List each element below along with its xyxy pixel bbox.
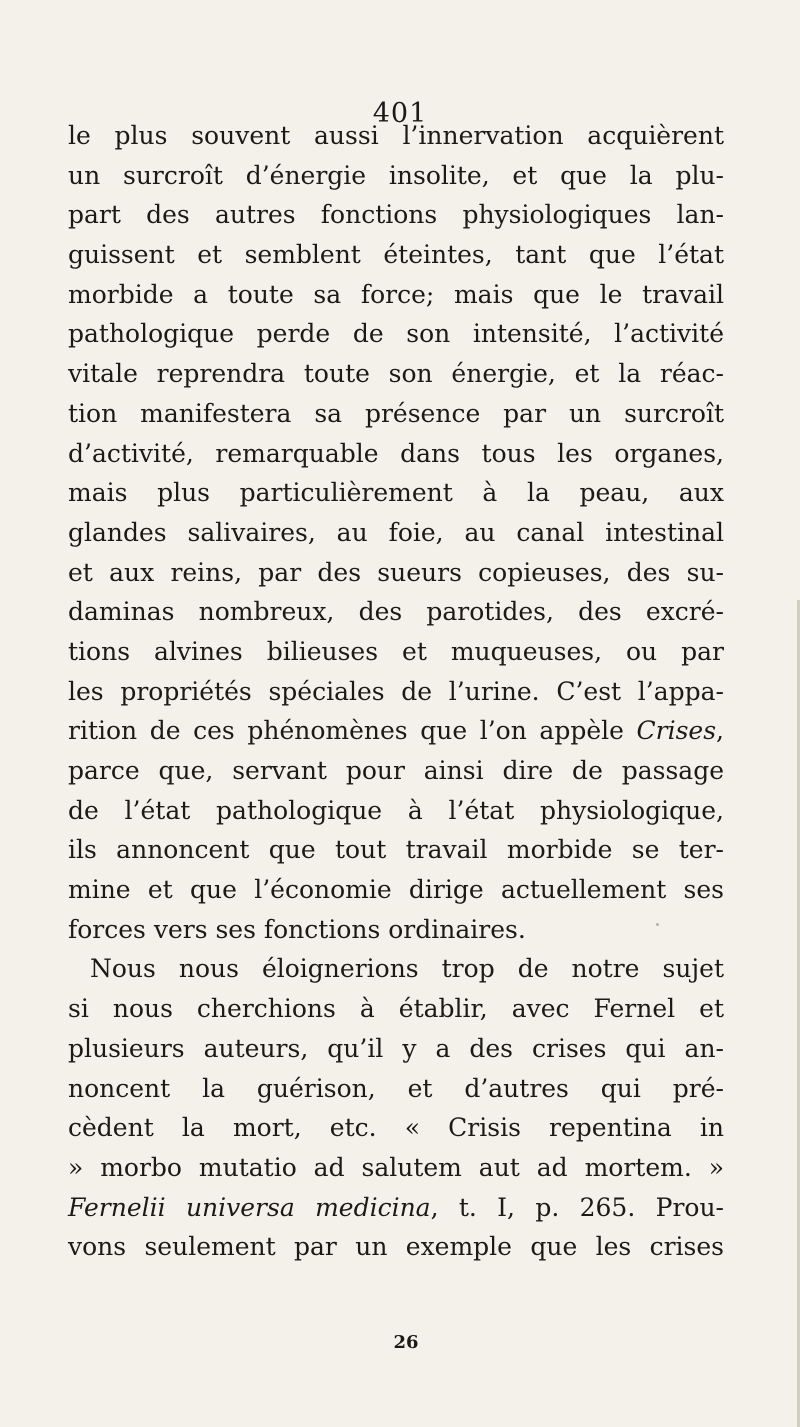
- text-line-segment: daminas nombreux, des parotides, des excré-: [68, 597, 724, 627]
- text-line-segment: cèdent la mort, etc. « Crisis repentina in: [68, 1113, 724, 1143]
- text-line-segment: si nous cherchions à établir, avec Fernel et: [68, 994, 724, 1024]
- text-line-segment: un surcroît d’énergie insolite, et que la plu-: [68, 160, 724, 190]
- text-line: [68, 751, 724, 791]
- text-line-segment: mine et que l’économie dirige actuellement ses: [68, 875, 724, 905]
- text-line: [68, 394, 724, 434]
- page-number: 401: [372, 98, 428, 129]
- text-line-segment: noncent la guérison, et d’autres qui pré-: [68, 1073, 724, 1103]
- text-line-segment: forces vers ses fonctions ordinaires.: [68, 914, 526, 944]
- text-line-segment: glandes salivaires, au foie, au canal intestinal: [68, 517, 724, 547]
- text-line: [68, 1029, 724, 1069]
- text-line-segment: tions alvines bilieuses et muqueuses, ou par: [68, 636, 724, 666]
- text-line: [68, 116, 724, 156]
- text-line: [68, 711, 724, 751]
- text-line: [68, 314, 724, 354]
- text-line-segment: , t. I, p. 265. Prou-: [430, 1192, 724, 1222]
- text-line: [68, 989, 724, 1029]
- text-line-segment: d’activité, remarquable dans tous les organes,: [68, 438, 724, 468]
- text-line: [68, 553, 724, 593]
- text-line: [68, 910, 724, 950]
- text-line-segment: rition de ces phénomènes que l’on appèle: [68, 716, 637, 746]
- text-line-segment: » morbo mutatio ad salutem aut ad mortem. »: [68, 1152, 724, 1182]
- italic-segment: Fernelii universa medicina: [68, 1192, 431, 1222]
- text-line: [68, 473, 724, 513]
- text-line-segment: ils annoncent que tout travail morbide se ter-: [68, 835, 724, 865]
- text-line: [68, 156, 724, 196]
- text-line-segment: part des autres fonctions physiologiques lan-: [68, 200, 724, 230]
- text-line-segment: le plus souvent aussi l’innervation acquièrent: [68, 121, 724, 150]
- text-line: [68, 632, 724, 672]
- text-line: [68, 1108, 724, 1148]
- text-line: [68, 870, 724, 910]
- signature-mark: 26: [393, 1332, 419, 1353]
- text-line-segment: guissent et semblent éteintes, tant que l’état: [68, 240, 724, 270]
- text-line-segment: ,: [716, 716, 724, 746]
- text-line-segment: les propriétés spéciales de l’urine. C’est l’appa-: [68, 676, 724, 706]
- text-line-segment: morbide a toute sa force; mais que le travail: [68, 279, 724, 309]
- text-line-segment: Nous nous éloignerions trop de notre sujet: [90, 954, 724, 984]
- italic-segment: Crises: [636, 716, 717, 746]
- body-text: [68, 116, 724, 1267]
- text-line-segment: vitale reprendra toute son énergie, et la réac-: [68, 359, 724, 389]
- text-line: [68, 830, 724, 870]
- text-line-segment: pathologique perde de son intensité, l’activité: [68, 319, 724, 349]
- text-line: [68, 1227, 724, 1267]
- text-line-segment: parce que, servant pour ainsi dire de passage: [68, 756, 724, 785]
- text-line-segment: et aux reins, par des sueurs copieuses, des su-: [68, 557, 724, 587]
- text-line-segment: vons seulement par un exemple que les crises: [68, 1232, 724, 1262]
- text-line-segment: mais plus particulièrement à la peau, aux: [68, 478, 724, 508]
- text-line: [68, 275, 724, 315]
- text-line: [68, 1188, 724, 1228]
- text-line-segment: tion manifestera sa présence par un surcroît: [68, 398, 724, 428]
- text-line: [68, 354, 724, 394]
- text-line: [68, 513, 724, 553]
- text-line: [68, 434, 724, 474]
- text-line: [68, 1148, 724, 1188]
- text-line-segment: de l’état pathologique à l’état physiologique,: [68, 795, 724, 825]
- text-line: [68, 195, 724, 235]
- text-line: [68, 791, 724, 831]
- text-line: [68, 592, 724, 632]
- text-line: [68, 235, 724, 275]
- text-line-segment: plusieurs auteurs, qu’il y a des crises qui an-: [68, 1033, 724, 1063]
- text-line: [68, 672, 724, 712]
- text-line: [68, 1069, 724, 1109]
- text-line: [68, 949, 724, 989]
